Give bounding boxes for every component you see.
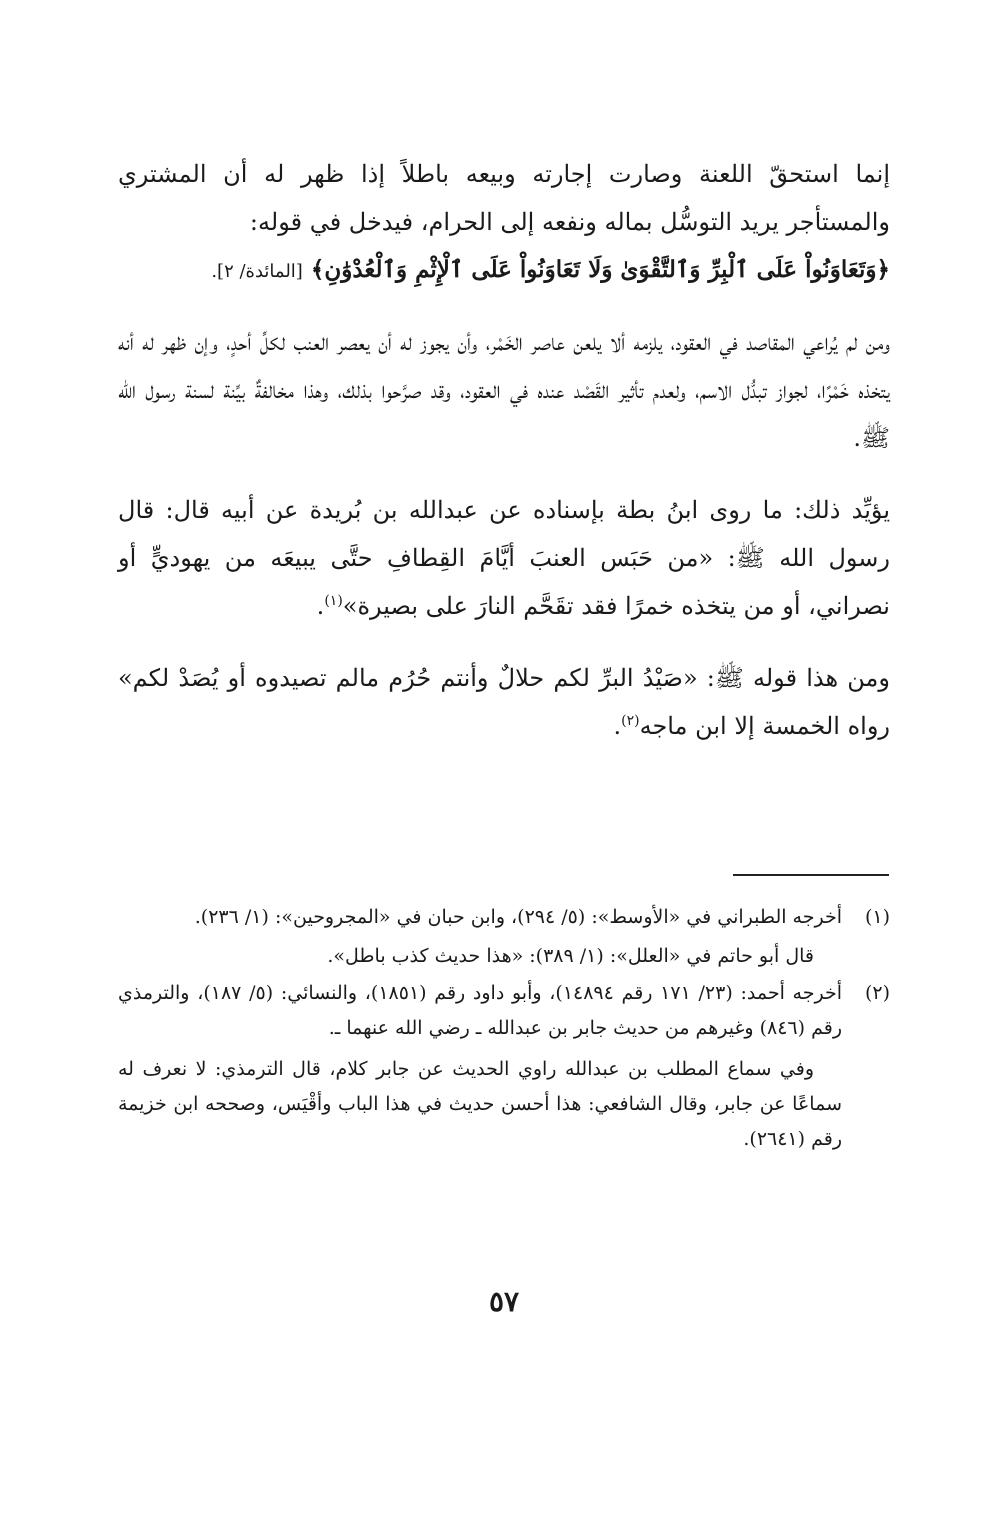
- main-text: [118, 150, 890, 774]
- quran-verse: [118, 246, 890, 296]
- footnote-text: أخرجه أحمد: (٢٣/ ١٧١ رقم ١٤٨٩٤)، وأبو داود رقم (١٨٥١)، والنسائي: (٥/ ١٨٧)، والترمذي رقم (٨٤٦) وغيرهم من حديث جابر بن عبدالله ـ رضي الله عنهما ـ.: [118, 982, 842, 1039]
- paragraph-tail: .: [316, 592, 325, 620]
- paragraph-1: [118, 150, 890, 296]
- paragraph-text: يؤيِّد ذلك: ما روى ابنُ بطة بإسناده عن عبدالله بن بُريدة عن أبيه قال: قال رسول الله ﷺ: «من حَبَس العنبَ أيَّامَ القِطافِ حتَّى يبيعَه من يهوديٍّ أو نصراني، أو من يتخذه خمرًا فقد تقَحَّم النارَ على بصيرة»: [118, 496, 890, 620]
- footnote-1: [118, 900, 890, 935]
- paragraph-3: [118, 486, 890, 630]
- page-number: ٥٧: [488, 1285, 520, 1318]
- footnote-2: [118, 976, 890, 1046]
- footnote-marker[interactable]: (١): [324, 593, 343, 609]
- verse-reference: [المائدة/ ٢].: [211, 261, 303, 282]
- footnote-number: (٢): [864, 982, 890, 1004]
- footnote-number: (١): [864, 906, 890, 928]
- paragraph-tail: .: [613, 712, 622, 740]
- footnote-note: وفي سماع المطلب بن عبدالله راوي الحديث عن جابر كلام، قال الترمذي: لا نعرف له سماعًا عن جابر، وقال الشافعي: هذا أحسن حديث في هذا الباب وأقْيَس، وصححه ابن خزيمة رقم (٢٦٤١).: [118, 1058, 842, 1150]
- paragraph-text: إنما استحقّ اللعنة وصارت إجارته وبيعه باطلاً إذا ظهر له أن المشتري والمستأجر يريد التوسُّل بماله ونفعه إلى الحرام، فيدخل في قوله:: [118, 160, 890, 236]
- paragraph-text: ومن هذا قوله ﷺ: «صَيْدُ البرِّ لكم حلالٌ وأنتم حُرُم مالم تصيدوه أو يُصَدْ لكم» رواه الخمسة إلا ابن ماجه: [118, 664, 890, 740]
- footnotes: [118, 900, 890, 1157]
- footnote-text: أخرجه الطبراني في «الأوسط»: (٥/ ٢٩٤)، وابن حبان في «المجروحين»: (١/ ٢٣٦).: [194, 906, 842, 928]
- footnote-marker[interactable]: (٢): [621, 713, 640, 729]
- paragraph-4: [118, 654, 890, 750]
- footnote-separator: [733, 874, 889, 876]
- footnote-note: قال أبو حاتم في «العلل»: (١/ ٣٨٩): «هذا حديث كذب باطل».: [327, 945, 814, 967]
- paragraph-text: ومن لم يُراعي المقاصد في العقود، يلزمه ألا يلعن عاصر الخَمْر، وأن يجوز له أن يعصر العنب لكلِّ أحدٍ، وإن ظهر له أنه يتخذه خَمْرًا، لجواز تبدُّل الاسم، ولعدم تأثير القَصْد عنده في العقود، وقد صرَّحوا بذلك، وهذا مخالفةٌ بيِّنة لسنة رسول الله ﷺ.: [118, 328, 890, 452]
- verse-text: ﴿وَتَعَاوَنُواْ عَلَى ٱلْبِرِّ وَٱلتَّقْوَىٰ وَلَا تَعَاوَنُواْ عَلَى ٱلْإِثْمِ وَٱلْعُدْوَٰنِ﴾: [310, 256, 890, 283]
- paragraph-2: [118, 318, 890, 462]
